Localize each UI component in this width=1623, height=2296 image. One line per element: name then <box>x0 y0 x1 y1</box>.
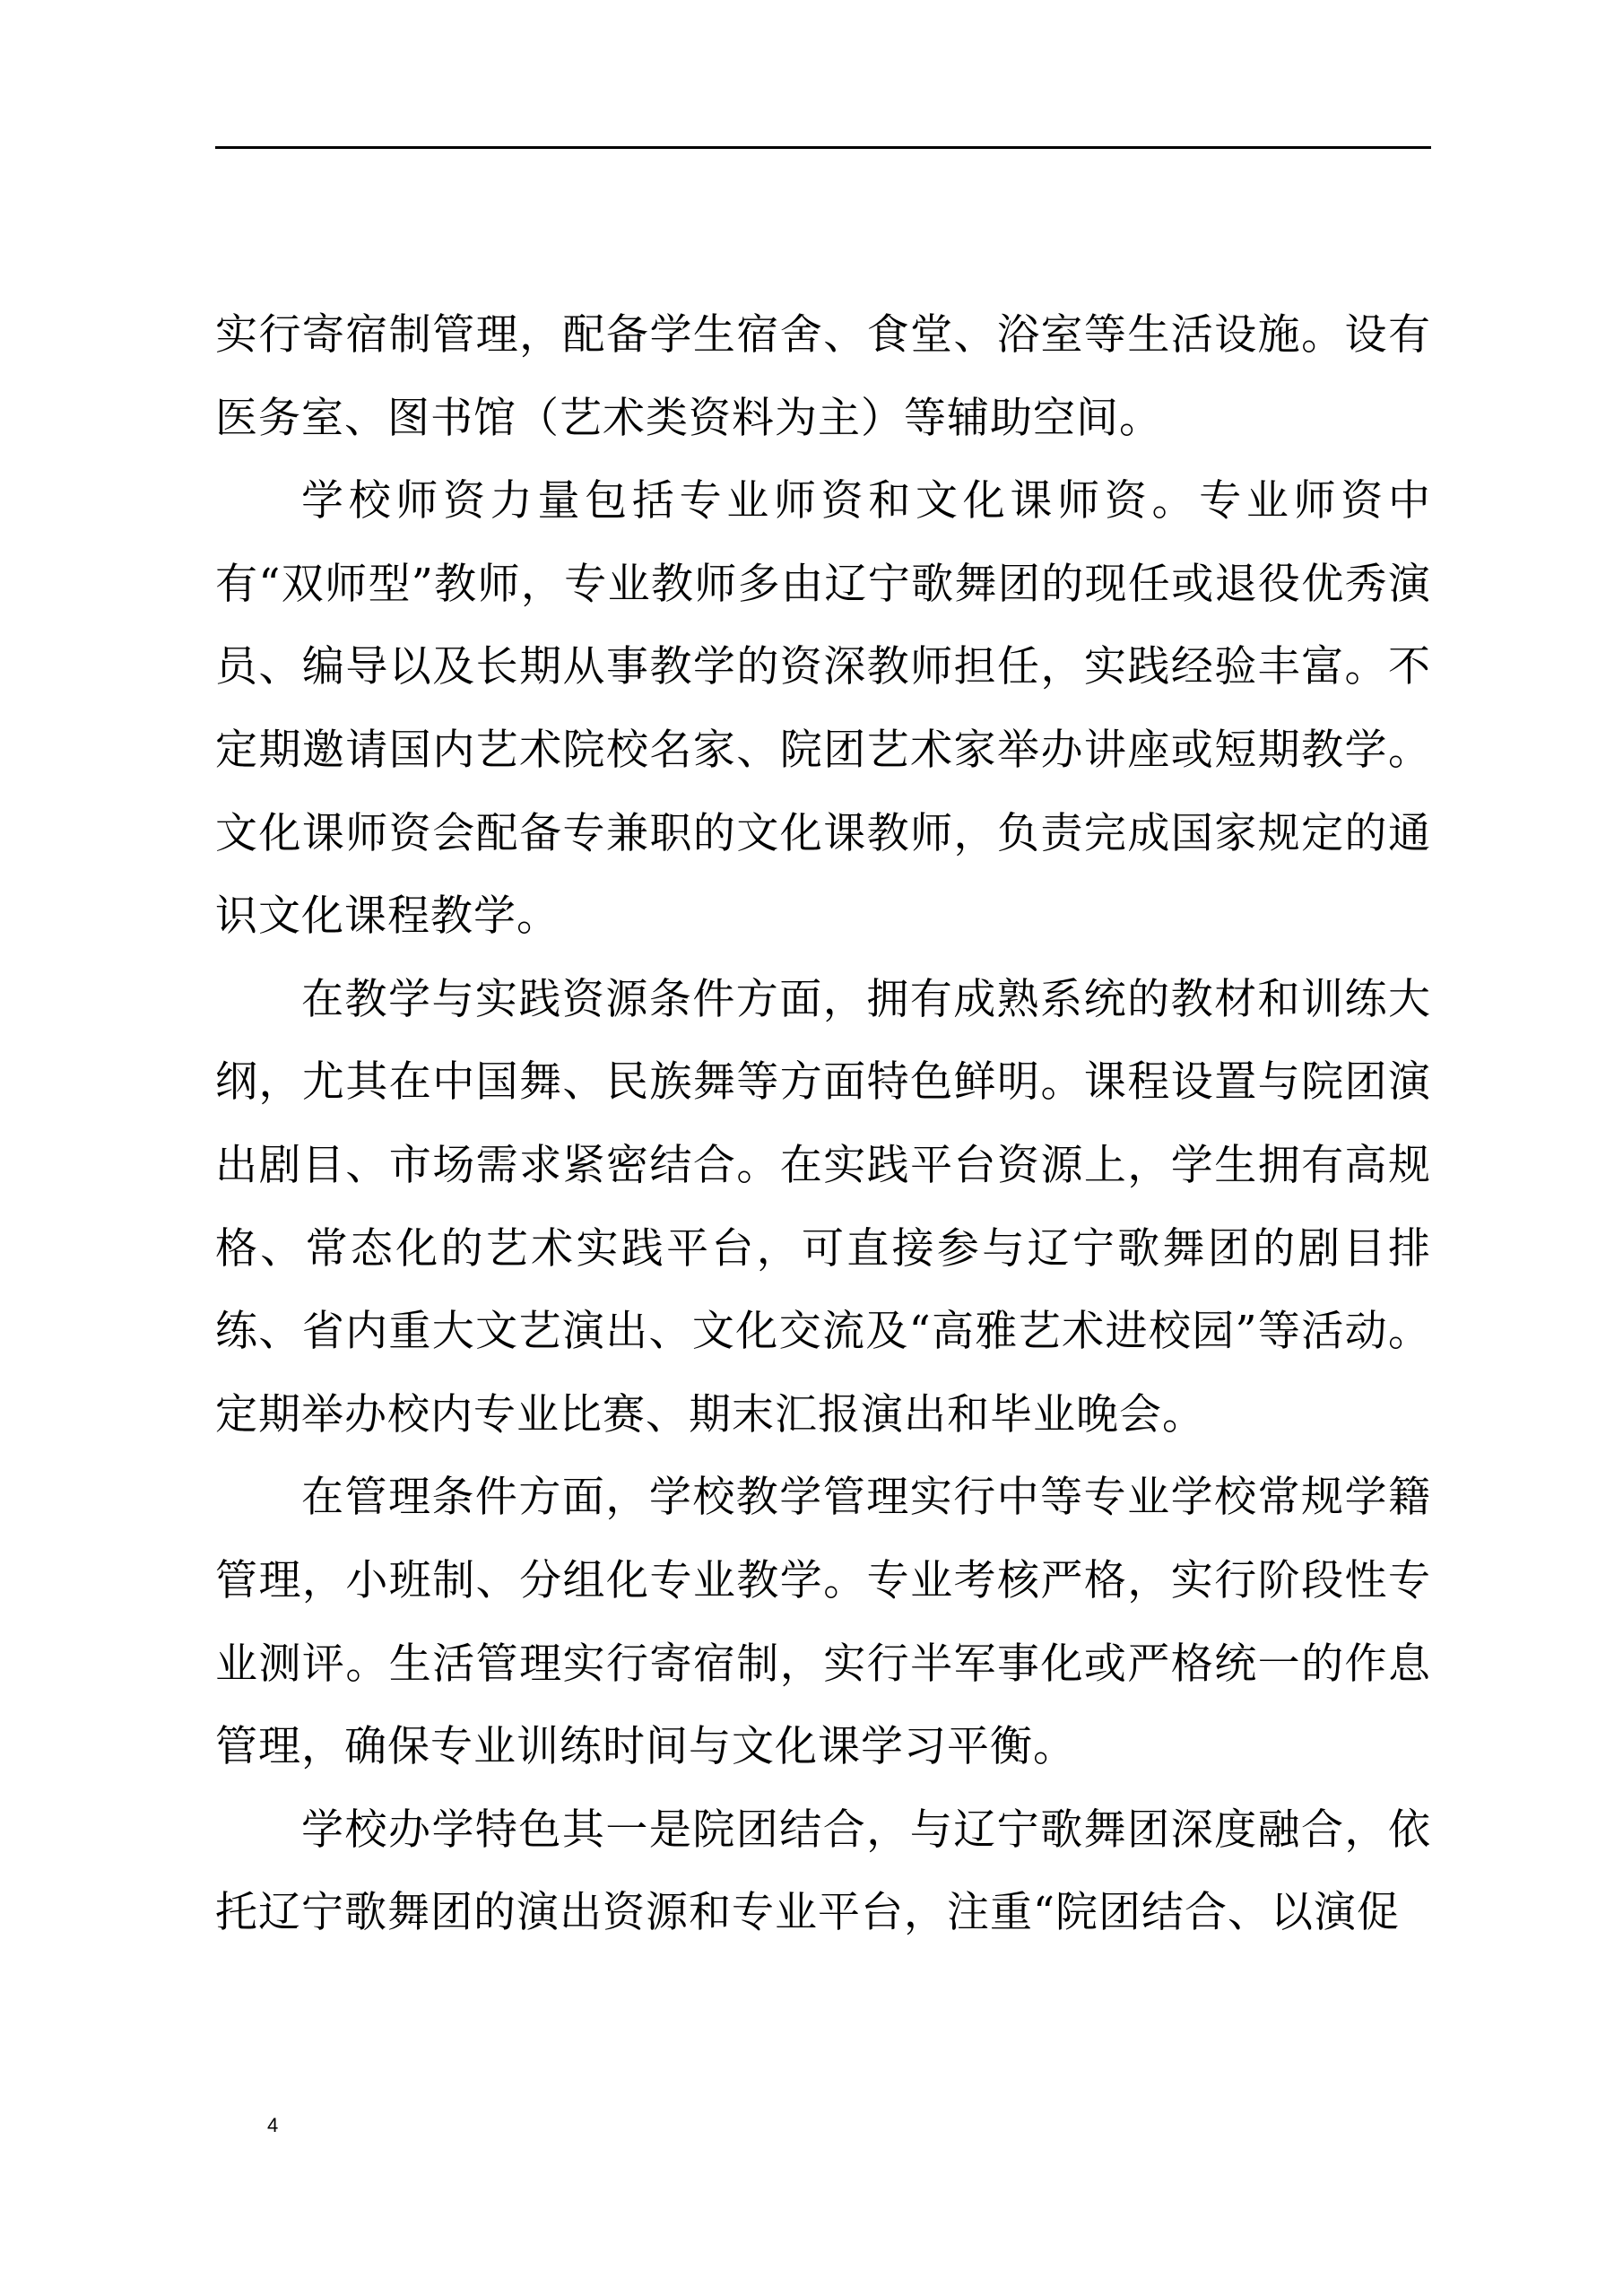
header-rule <box>215 146 1431 149</box>
paragraph-5: 学校办学特色其一是院团结合，与辽宁歌舞团深度融合，依托辽宁歌舞团的演出资源和专业平台，注重“院团结合、以演促 <box>215 1805 1431 1938</box>
paragraph-1: 实行寄宿制管理，配备学生宿舍、食堂、浴室等生活设施。设有医务室、图书馆（艺术类资料为主）等辅助空间。 <box>215 310 1431 443</box>
paragraph-4: 在管理条件方面，学校教学管理实行中等专业学校常规学籍管理，小班制、分组化专业教学。专业考核严格，实行阶段性专业测评。生活管理实行寄宿制，实行半军事化或严格统一的作息管理，确保专业训练时间与文化课学习平衡。 <box>215 1473 1431 1772</box>
document-body <box>215 294 1431 1955</box>
page-number: 4 <box>267 2114 279 2136</box>
paragraph-3: 在教学与实践资源条件方面，拥有成熟系统的教材和训练大纲，尤其在中国舞、民族舞等方面特色鲜明。课程设置与院团演出剧目、市场需求紧密结合。在实践平台资源上，学生拥有高规格、常态化的艺术实践平台，可直接参与辽宁歌舞团的剧目排练、省内重大文艺演出、文化交流及“高雅艺术进校园”等活动。定期举办校内专业比赛、期末汇报演出和毕业晚会。 <box>215 974 1431 1439</box>
paragraph-2: 学校师资力量包括专业师资和文化课师资。专业师资中有“双师型”教师，专业教师多由辽宁歌舞团的现任或退役优秀演员、编导以及长期从事教学的资深教师担任，实践经验丰富。不定期邀请国内艺术院校名家、院团艺术家举办讲座或短期教学。文化课师资会配备专兼职的文化课教师，负责完成国家规定的通识文化课程教学。 <box>215 476 1431 942</box>
